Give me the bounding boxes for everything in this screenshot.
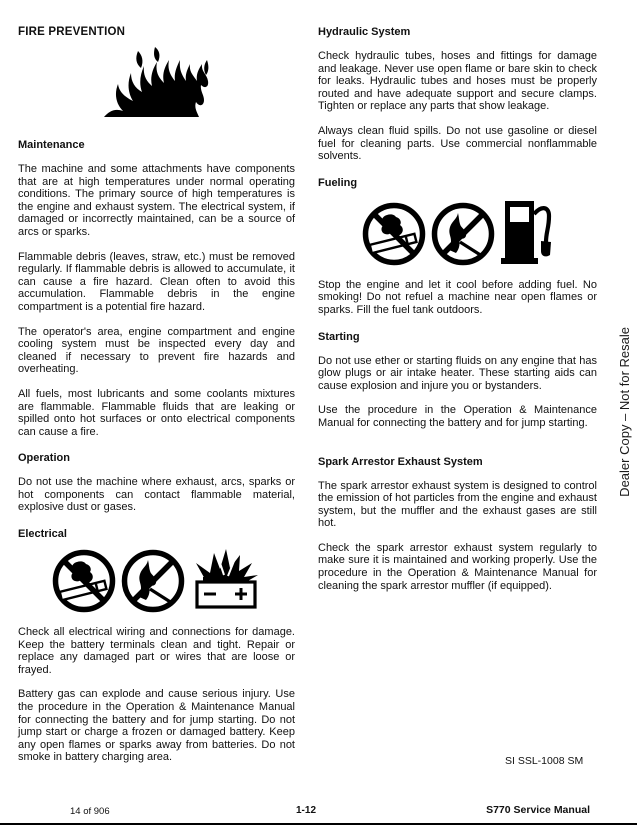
no-open-flame-icon	[121, 549, 185, 613]
heading-maintenance: Maintenance	[18, 139, 85, 151]
heading-electrical: Electrical	[18, 528, 67, 541]
electrical-warning-icons	[18, 549, 295, 613]
footer-manual-title: S770 Service Manual	[486, 804, 590, 816]
heading-hydraulic-system: Hydraulic System	[318, 26, 411, 38]
fire-illustration	[18, 44, 295, 125]
footer-page-number: 1-12	[295, 805, 316, 816]
maintenance-paragraph-2: Flammable debris (leaves, straw, etc.) must be removed regularly. If flammable debris is allowed to accumulate, it can cause a fire hazard. Clean often to avoid this accumulation. Flammable debris in the engine compartment is a potential fire hazard.	[18, 250, 295, 313]
fueling-paragraph-1: Stop the engine and let it cool before adding fuel. No smoking! Do not refuel a machine near open flames or sparks. Fill the fuel tank outdoors.	[318, 278, 597, 316]
heading-starting: Starting	[318, 330, 360, 343]
dealer-copy-watermark: Dealer Copy – Not for Resale	[617, 327, 632, 497]
starting-paragraph-2: Use the procedure in the Operation & Maintenance Manual for connecting the battery and for jump starting.	[318, 404, 597, 429]
maintenance-paragraph-1: The machine and some attachments have components that are at high temperatures under normal operating conditions. The primary source of high temperatures is the engine and exhaust system. The electrical system, if damaged or incorrectly maintained, can be a source of arcs or sparks.	[18, 163, 295, 238]
battery-explosion-icon	[190, 549, 262, 613]
fuel-pump-icon	[500, 198, 554, 266]
heading-operation: Operation	[18, 452, 70, 465]
electrical-paragraph-2: Battery gas can explode and cause serious injury. Use the procedure in the Operation & Maintenance Manual for connecting the battery and for jump starting. Do not jump start or charge a frozen or damaged battery. Keep any open flames or sparks away from batteries. Do not smoke in battery charging area.	[18, 688, 295, 764]
right-column	[318, 26, 597, 604]
operation-paragraph-1: Do not use the machine where exhaust, arcs, sparks or hot components can contact flammable material, explosive dust or gases.	[18, 476, 295, 514]
page-title: FIRE PREVENTION	[18, 26, 126, 38]
fueling-warning-icons	[318, 198, 597, 266]
footer-sheet-count: 14 of 906	[70, 806, 110, 817]
no-open-flame-icon	[431, 202, 495, 266]
starting-paragraph-1: Do not use ether or starting fluids on any engine that has glow plugs or air intake heater. These starting aids can cause explosion and injure you or bystanders.	[318, 354, 597, 392]
maintenance-paragraph-3: The operator's area, engine compartment and engine cooling system must be inspected every day and cleaned if necessary to prevent fire hazards and overheating.	[18, 325, 295, 376]
no-smoking-icon	[362, 202, 426, 266]
left-column	[18, 26, 295, 776]
document-reference: SI SSL-1008 SM	[505, 755, 584, 767]
hydraulic-paragraph-1: Check hydraulic tubes, hoses and fittings for damage and leakage. Never use open flame or bare skin to check for leaks. Hydraulic tubes and hoses must be properly routed and have adequate support and secure clamps. Tighten or replace any parts that show leakage.	[318, 50, 597, 113]
electrical-paragraph-1: Check all electrical wiring and connections for damage. Keep the battery terminals clean and tight. Repair or replace any damaged part or wires that are loose or frayed.	[18, 626, 295, 676]
heading-spark-arrestor: Spark Arrestor Exhaust System	[318, 455, 483, 468]
hydraulic-paragraph-2: Always clean fluid spills. Do not use gasoline or diesel fuel for cleaning parts. Use commercial nonflammable solvents.	[318, 124, 597, 163]
no-smoking-icon	[52, 549, 116, 613]
fire-flames-icon	[101, 44, 213, 120]
spark-paragraph-2: Check the spark arrestor exhaust system regularly to make sure it is maintained and working properly. Use the procedure in the Operation & Maintenance Manual for cleaning the spark arrestor muffler (if equipped).	[318, 541, 597, 592]
spark-paragraph-1: The spark arrestor exhaust system is designed to control the emission of hot particles from the engine and exhaust system, but the muffler and the exhaust gases are still hot.	[318, 479, 597, 530]
heading-fueling: Fueling	[318, 176, 358, 189]
maintenance-paragraph-4: All fuels, most lubricants and some coolants mixtures are flammable. Flammable fluids that are leaking or spilled onto hot surfaces or onto electrical components can cause a fire.	[18, 387, 295, 438]
